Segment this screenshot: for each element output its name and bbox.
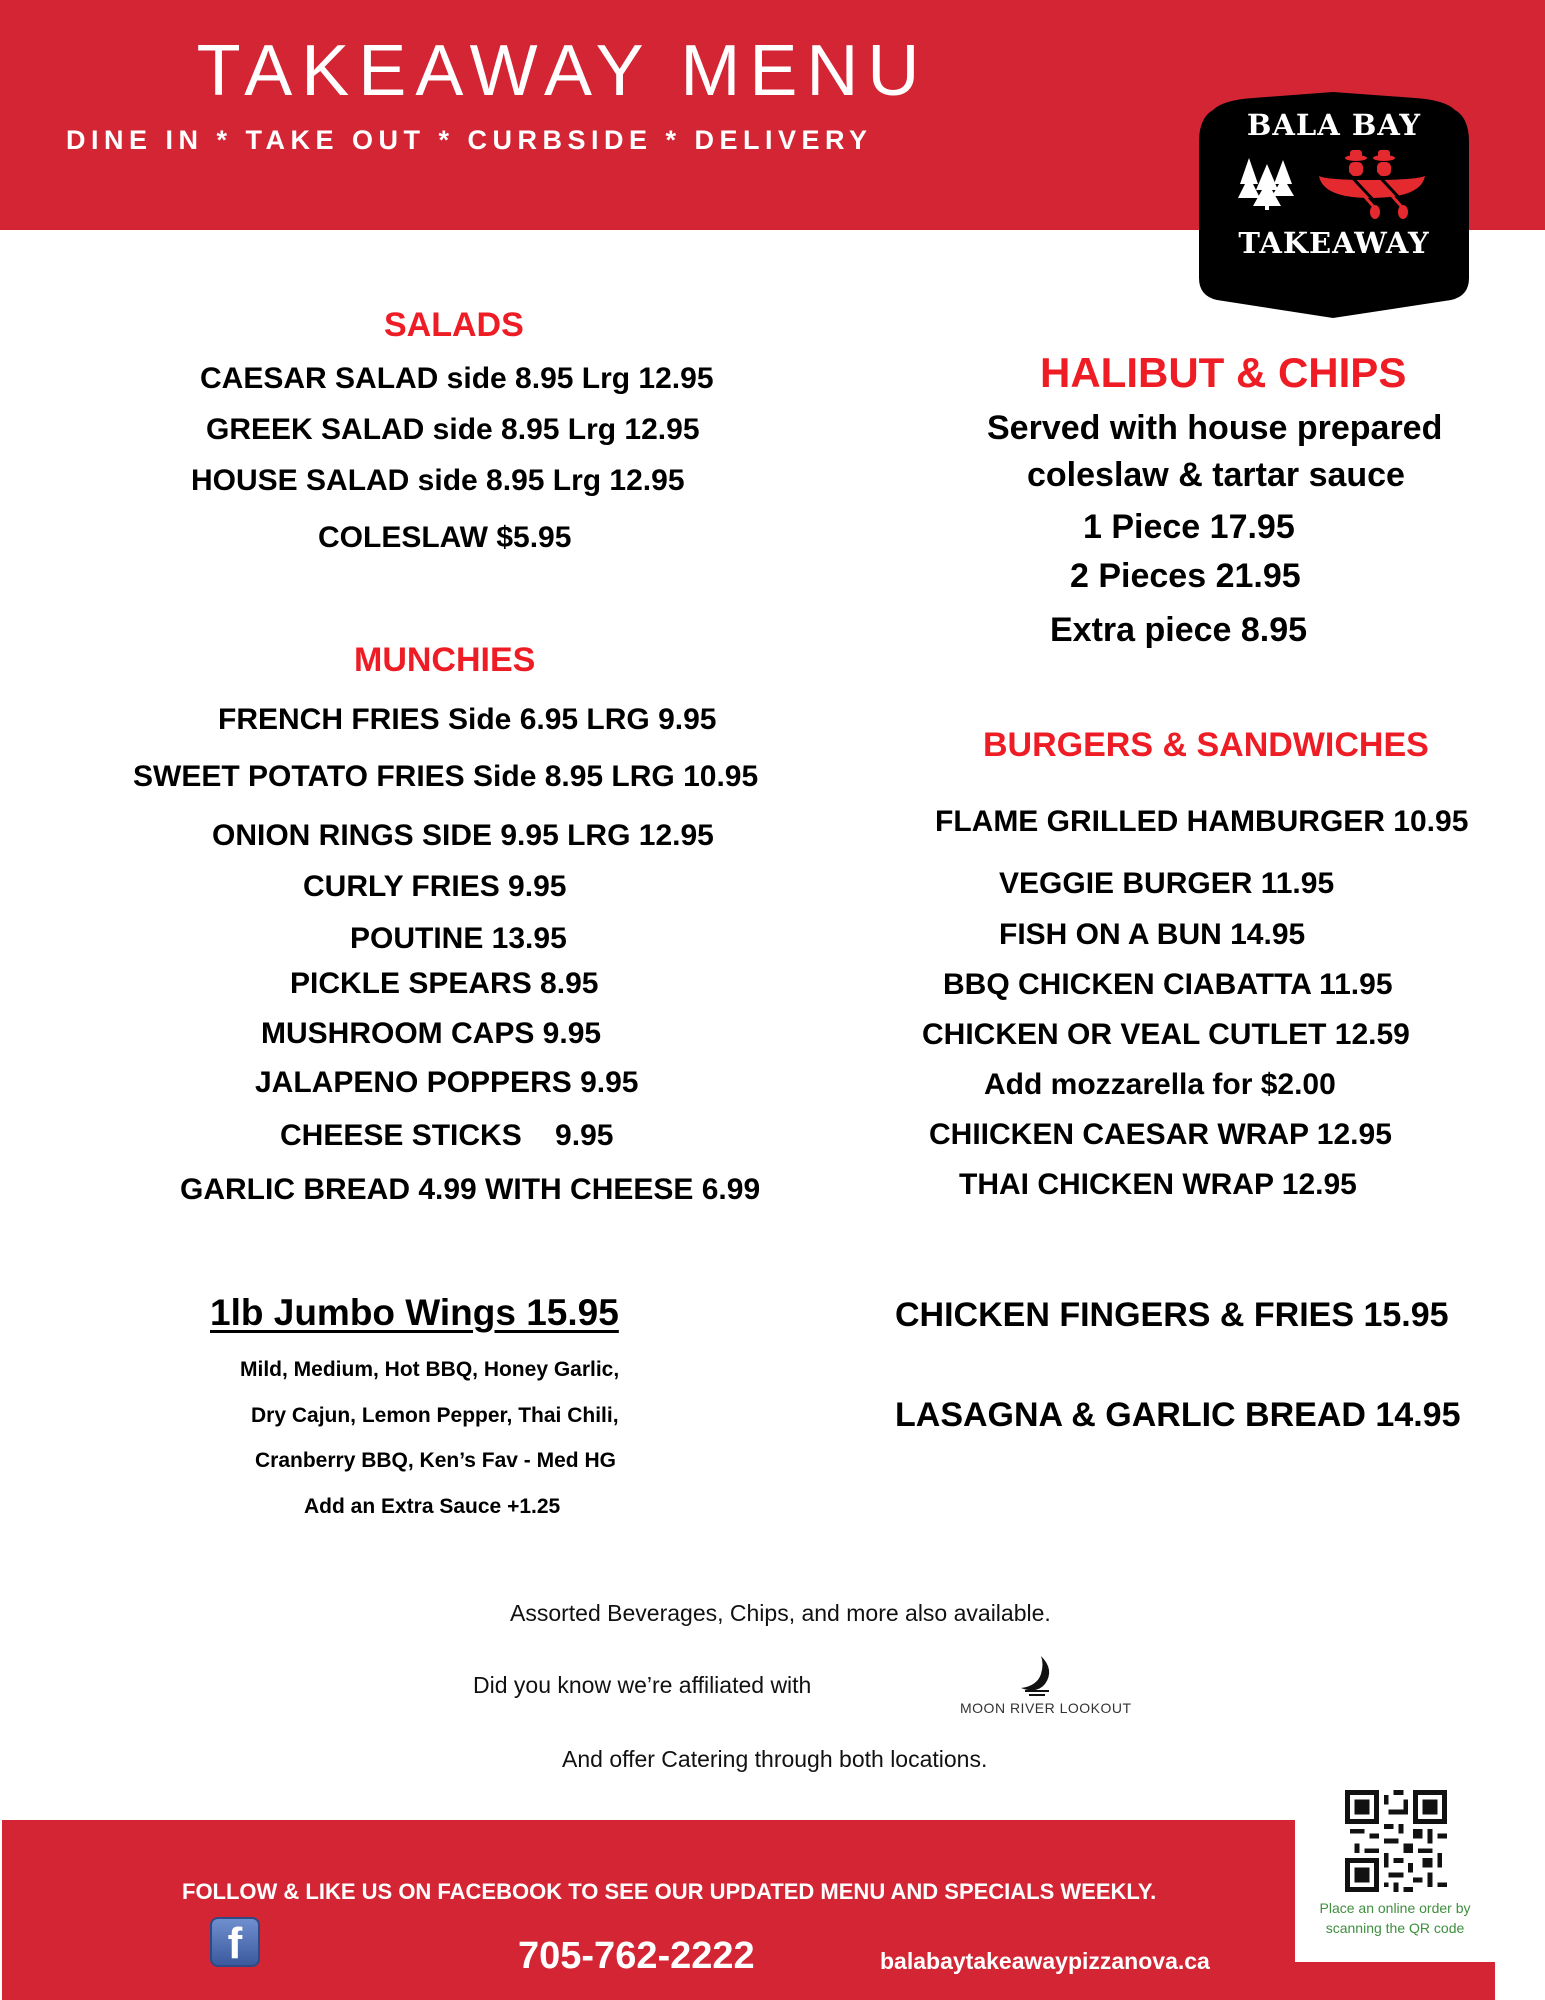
moon-river-logo-icon [1015,1654,1059,1698]
wing-sauces: Mild, Medium, Hot BBQ, Honey Garlic, [240,1358,620,1381]
qr-caption-line: Place an online order by [1319,1900,1471,1916]
bala-bay-logo [1193,92,1475,318]
moon-river-lookout-label: MOON RIVER LOOKOUT [960,1700,1132,1716]
munchies-heading: MUNCHIES [354,641,536,679]
salads-heading: SALADS [384,306,524,344]
menu-item: FRENCH FRIES Side 6.95 LRG 9.95 [218,703,717,736]
menu-item: PICKLE SPEARS 8.95 [290,967,599,1000]
menu-item: CHIICKEN CAESAR WRAP 12.95 [929,1118,1392,1151]
extra-sauce-note: Add an Extra Sauce +1.25 [304,1495,561,1518]
service-options: DINE IN * TAKE OUT * CURBSIDE * DELIVERY [66,125,873,155]
menu-item: HOUSE SALAD side 8.95 Lrg 12.95 [191,464,685,497]
catering-note: And offer Catering through both locations. [562,1746,988,1772]
menu-item: SWEET POTATO FRIES Side 8.95 LRG 10.95 [133,760,759,793]
menu-item: BBQ CHICKEN CIABATTA 11.95 [943,968,1393,1001]
menu-item: CHICKEN FINGERS & FRIES 15.95 [895,1296,1449,1334]
menu-item: COLESLAW $5.95 [318,521,572,554]
qr-caption [1295,1898,1495,1938]
website-link[interactable]: balabaytakeawaypizzanova.ca [880,1948,1210,1974]
add-on-note: Add mozzarella for $2.00 [984,1068,1336,1101]
menu-item: CURLY FRIES 9.95 [303,870,567,903]
menu-item: FLAME GRILLED HAMBURGER 10.95 [935,805,1469,838]
menu-item: ONION RINGS SIDE 9.95 LRG 12.95 [212,819,714,852]
menu-item: FISH ON A BUN 14.95 [999,918,1306,951]
menu-item: CHICKEN OR VEAL CUTLET 12.59 [922,1018,1410,1051]
menu-item: CHEESE STICKS 9.95 [280,1119,614,1152]
menu-item: POUTINE 13.95 [350,922,567,955]
menu-item: 1 Piece 17.95 [1083,508,1295,546]
burgers-heading: BURGERS & SANDWICHES [983,726,1429,764]
pine-trees-icon [1237,154,1299,210]
menu-item: GREEK SALAD side 8.95 Lrg 12.95 [206,413,700,446]
logo-text-bottom: TAKEAWAY [1238,226,1430,260]
qr-caption-line: scanning the QR code [1325,1920,1465,1936]
phone-number[interactable]: 705-762-2222 [518,1935,755,1977]
menu-item: VEGGIE BURGER 11.95 [999,867,1335,900]
menu-item: LASAGNA & GARLIC BREAD 14.95 [895,1396,1461,1434]
facebook-icon[interactable]: f [210,1917,260,1967]
page-title: TAKEAWAY MENU [196,31,929,111]
beverages-note: Assorted Beverages, Chips, and more also available. [510,1600,1051,1626]
wing-sauces: Cranberry BBQ, Ken’s Fav - Med HG [255,1449,616,1472]
wings-title: 1lb Jumbo Wings 15.95 [210,1292,619,1333]
menu-item: CAESAR SALAD side 8.95 Lrg 12.95 [200,362,714,395]
menu-item: 2 Pieces 21.95 [1070,557,1301,595]
menu-item: JALAPENO POPPERS 9.95 [255,1066,639,1099]
halibut-description: coleslaw & tartar sauce [1027,456,1405,494]
canoe-paddlers-icon [1317,150,1429,220]
menu-item: Extra piece 8.95 [1050,611,1308,649]
affiliation-note: Did you know we’re affiliated with [473,1672,812,1698]
wing-sauces: Dry Cajun, Lemon Pepper, Thai Chili, [251,1404,619,1427]
halibut-description: Served with house prepared [987,409,1443,447]
qr-order-card [1295,1780,1495,1962]
menu-item: GARLIC BREAD 4.99 WITH CHEESE 6.99 [180,1173,761,1206]
logo-text-top: BALA BAY [1246,108,1422,142]
menu-item: MUSHROOM CAPS 9.95 [261,1017,602,1050]
facebook-follow-text: FOLLOW & LIKE US ON FACEBOOK TO SEE OUR UPDATED MENU AND SPECIALS WEEKLY. [182,1879,1157,1904]
qr-code-icon[interactable] [1345,1790,1447,1892]
halibut-heading: HALIBUT & CHIPS [1040,349,1407,396]
menu-item: THAI CHICKEN WRAP 12.95 [959,1168,1357,1201]
